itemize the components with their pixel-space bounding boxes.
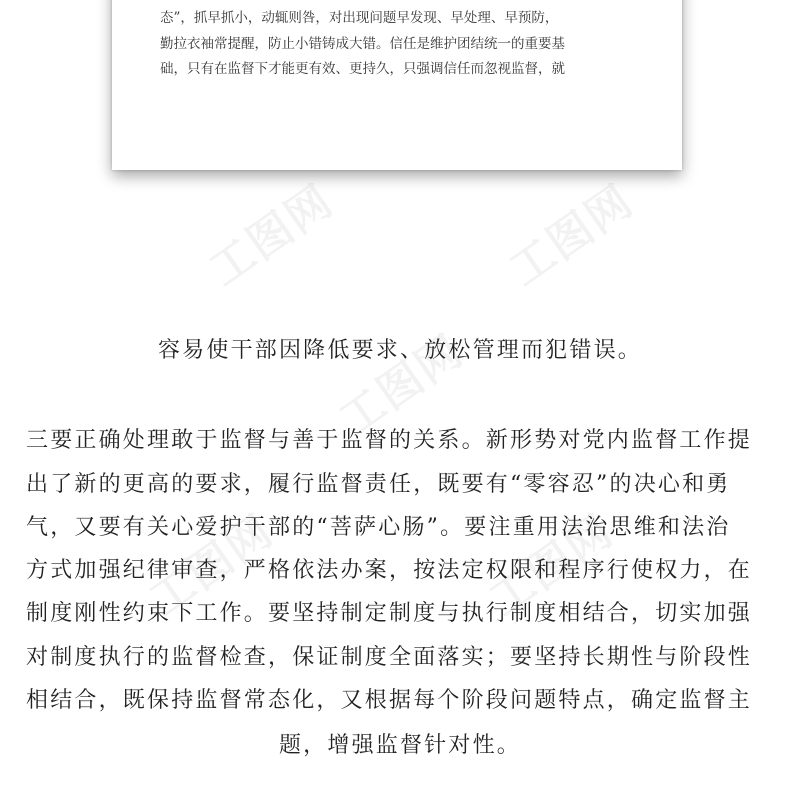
excerpt-line: 勤拉衣袖常提醒，防止小错铸成大错。信任是维护团结统一的重要基 [160,35,565,52]
body-line: 题，增强监督针对性。 [278,733,521,758]
body-line: 制度刚性约束下工作。要坚持制定制度与执行制度相结合，切实加强 [26,601,753,626]
watermark: 工图网 [200,175,343,297]
watermark: 工图网 [140,505,283,627]
excerpt-line: 态”，抓早抓小，动辄则咎，对出现问题早发现、早处理、早预防， [160,10,559,26]
body-line: 相结合，既保持监督常态化，又根据每个阶段问题特点，确定监督主 [26,688,753,713]
body-line: 出了新的更高的要求，履行监督责任，既要有“零容忍”的决心和勇 [26,472,731,497]
body-line: 对制度执行的监督检查，保证制度全面落实；要坚持长期性与阶段性 [26,645,753,670]
excerpt-card [112,0,682,170]
excerpt-text [160,6,640,83]
watermark: 工图网 [500,175,643,297]
excerpt-line: 础，只有在监督下才能更有效、更持久，只强调信任而忽视监督，就 [160,61,565,77]
body-line: 气，又要有关心爱护干部的“菩萨心肠”。要注重用法治思维和法治 [26,515,731,540]
body-line: 三要正确处理敢于监督与善于监督的关系。新形势对党内监督工作提 [26,428,753,453]
watermark: 工图网 [480,505,623,627]
body-line: 容易使干部因降低要求、放松管理而犯错误。 [157,338,642,363]
watermark: 工图网 [330,325,473,447]
body-line: 方式加强纪律审查，严格依法办案，按法定权限和程序行使权力，在 [26,558,753,583]
